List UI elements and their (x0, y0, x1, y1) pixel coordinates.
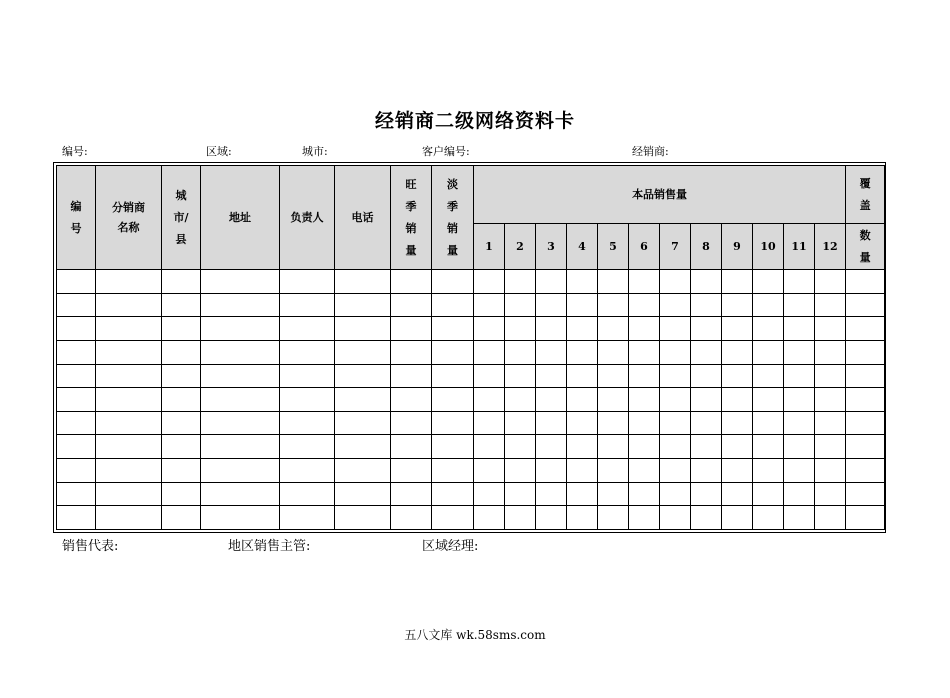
table-cell[interactable] (335, 458, 391, 482)
table-cell[interactable] (505, 364, 536, 388)
table-cell[interactable] (391, 293, 432, 317)
table-row (57, 293, 885, 317)
table-cell[interactable] (536, 293, 567, 317)
header-month-11: 11 (784, 224, 815, 270)
table-cell[interactable] (784, 411, 815, 435)
table-cell[interactable] (96, 340, 162, 364)
table-cell[interactable] (629, 411, 660, 435)
table-cell[interactable] (784, 388, 815, 412)
table-cell[interactable] (722, 435, 753, 459)
table-cell[interactable] (474, 270, 505, 294)
table-cell[interactable] (57, 435, 96, 459)
table-cell[interactable] (505, 317, 536, 341)
table-cell[interactable] (567, 458, 598, 482)
header-month-9: 9 (722, 224, 753, 270)
table-cell[interactable] (567, 435, 598, 459)
table-cell[interactable] (722, 388, 753, 412)
table-cell[interactable] (598, 364, 629, 388)
header-peak-season-sales: 旺季销量 (391, 166, 432, 270)
table-cell[interactable] (391, 458, 432, 482)
table-cell[interactable] (660, 506, 691, 530)
table-cell[interactable] (57, 293, 96, 317)
table-cell[interactable] (335, 482, 391, 506)
table-cell[interactable] (691, 411, 722, 435)
table-cell[interactable] (474, 364, 505, 388)
table-cell[interactable] (474, 458, 505, 482)
table-cell[interactable] (629, 388, 660, 412)
table-cell[interactable] (201, 411, 280, 435)
table-cell[interactable] (505, 270, 536, 294)
table-cell[interactable] (722, 317, 753, 341)
header-month-10: 10 (753, 224, 784, 270)
table-cell[interactable] (784, 435, 815, 459)
table-cell[interactable] (391, 364, 432, 388)
table-cell[interactable] (846, 340, 885, 364)
table-cell[interactable] (815, 364, 846, 388)
table-cell[interactable] (815, 270, 846, 294)
table-cell[interactable] (536, 506, 567, 530)
table-cell[interactable] (815, 388, 846, 412)
table-cell[interactable] (629, 435, 660, 459)
table-cell[interactable] (815, 411, 846, 435)
table-cell[interactable] (691, 458, 722, 482)
customer-code-label: 客户编号: (422, 145, 470, 158)
table-cell[interactable] (432, 340, 474, 364)
table-cell[interactable] (162, 364, 201, 388)
table-cell[interactable] (57, 340, 96, 364)
table-cell[interactable] (536, 388, 567, 412)
header-month-5: 5 (598, 224, 629, 270)
table-cell[interactable] (335, 317, 391, 341)
table-cell[interactable] (391, 388, 432, 412)
table-row (57, 270, 885, 294)
table-cell[interactable] (846, 482, 885, 506)
table-cell[interactable] (846, 388, 885, 412)
table-cell[interactable] (391, 317, 432, 341)
table-cell[interactable] (201, 293, 280, 317)
table-cell[interactable] (753, 458, 784, 482)
table-cell[interactable] (598, 458, 629, 482)
table-cell[interactable] (474, 411, 505, 435)
table-cell[interactable] (815, 506, 846, 530)
table-cell[interactable] (505, 293, 536, 317)
header-month-2: 2 (505, 224, 536, 270)
table-cell[interactable] (505, 506, 536, 530)
table-cell[interactable] (162, 435, 201, 459)
table-cell[interactable] (536, 482, 567, 506)
table-cell[interactable] (280, 411, 335, 435)
table-cell[interactable] (753, 364, 784, 388)
table-cell[interactable] (536, 435, 567, 459)
header-sub-distributor-name: 分销商名称 (96, 166, 162, 270)
table-cell[interactable] (660, 435, 691, 459)
table-cell[interactable] (335, 293, 391, 317)
table-cell[interactable] (536, 458, 567, 482)
header-month-4: 4 (567, 224, 598, 270)
table-row (57, 458, 885, 482)
table-cell[interactable] (567, 482, 598, 506)
table-cell[interactable] (96, 435, 162, 459)
table-cell[interactable] (505, 435, 536, 459)
table-cell[interactable] (201, 458, 280, 482)
city-label: 城市: (302, 145, 328, 158)
table-cell[interactable] (598, 340, 629, 364)
table-cell[interactable] (598, 317, 629, 341)
table-cell[interactable] (753, 340, 784, 364)
table-cell[interactable] (846, 435, 885, 459)
header-coverage: 覆盖 (846, 166, 885, 224)
header-city-county: 城市/县 (162, 166, 201, 270)
table-cell[interactable] (691, 388, 722, 412)
table-cell[interactable] (280, 388, 335, 412)
table-row (57, 317, 885, 341)
table-cell[interactable] (391, 482, 432, 506)
table-cell[interactable] (753, 435, 784, 459)
table-cell[interactable] (536, 411, 567, 435)
table-cell[interactable] (162, 482, 201, 506)
table-cell[interactable] (162, 458, 201, 482)
table-cell[interactable] (691, 293, 722, 317)
header-month-7: 7 (660, 224, 691, 270)
table-cell[interactable] (280, 293, 335, 317)
table-cell[interactable] (784, 458, 815, 482)
table-cell[interactable] (201, 270, 280, 294)
table-cell[interactable] (96, 293, 162, 317)
table-cell[interactable] (335, 364, 391, 388)
table-cell[interactable] (432, 458, 474, 482)
table-cell[interactable] (815, 293, 846, 317)
table-cell[interactable] (57, 411, 96, 435)
table-cell[interactable] (691, 506, 722, 530)
table-cell[interactable] (722, 270, 753, 294)
table-cell[interactable] (335, 435, 391, 459)
table-cell[interactable] (629, 482, 660, 506)
table-cell[interactable] (629, 458, 660, 482)
table-cell[interactable] (629, 317, 660, 341)
region-label: 区域: (206, 145, 232, 158)
header-month-6: 6 (629, 224, 660, 270)
table-cell[interactable] (474, 506, 505, 530)
table-cell[interactable] (432, 270, 474, 294)
table-cell[interactable] (280, 506, 335, 530)
table-cell[interactable] (57, 364, 96, 388)
header-month-12: 12 (815, 224, 846, 270)
table-cell[interactable] (691, 317, 722, 341)
table-cell[interactable] (505, 340, 536, 364)
table-cell[interactable] (536, 317, 567, 341)
table-cell[interactable] (753, 411, 784, 435)
table-cell[interactable] (432, 435, 474, 459)
table-cell[interactable] (722, 340, 753, 364)
table-cell[interactable] (96, 482, 162, 506)
table-row (57, 411, 885, 435)
distributor-label: 经销商: (632, 145, 669, 158)
table-cell[interactable] (201, 317, 280, 341)
header-month-1: 1 (474, 224, 505, 270)
table-cell[interactable] (846, 317, 885, 341)
table-cell[interactable] (660, 388, 691, 412)
table-cell[interactable] (691, 364, 722, 388)
table-cell[interactable] (784, 482, 815, 506)
header-address: 地址 (201, 166, 280, 270)
table-cell[interactable] (335, 411, 391, 435)
table-cell[interactable] (567, 506, 598, 530)
header-month-8: 8 (691, 224, 722, 270)
table-row (57, 482, 885, 506)
table-cell[interactable] (536, 340, 567, 364)
table-row (57, 506, 885, 530)
table-cell[interactable] (784, 270, 815, 294)
table-cell[interactable] (753, 270, 784, 294)
table-cell[interactable] (474, 340, 505, 364)
table-cell[interactable] (391, 506, 432, 530)
table-cell[interactable] (753, 388, 784, 412)
table-cell[interactable] (505, 458, 536, 482)
table-cell[interactable] (660, 293, 691, 317)
table-cell[interactable] (629, 270, 660, 294)
table-cell[interactable] (96, 458, 162, 482)
table-cell[interactable] (96, 388, 162, 412)
table-cell[interactable] (57, 388, 96, 412)
table-cell[interactable] (722, 293, 753, 317)
table-cell[interactable] (474, 293, 505, 317)
table-cell[interactable] (474, 435, 505, 459)
table-cell[interactable] (846, 270, 885, 294)
table-cell[interactable] (474, 482, 505, 506)
table-cell[interactable] (567, 364, 598, 388)
table-cell[interactable] (201, 435, 280, 459)
table-cell[interactable] (432, 482, 474, 506)
data-table (56, 165, 885, 530)
table-cell[interactable] (629, 340, 660, 364)
table-cell[interactable] (201, 388, 280, 412)
table-cell[interactable] (201, 506, 280, 530)
table-cell[interactable] (162, 506, 201, 530)
table-cell[interactable] (162, 411, 201, 435)
table-cell[interactable] (815, 482, 846, 506)
table-cell[interactable] (432, 506, 474, 530)
header-person-in-charge: 负责人 (280, 166, 335, 270)
page-title: 经销商二级网络资料卡 (374, 110, 575, 132)
table-cell[interactable] (96, 411, 162, 435)
table-cell[interactable] (722, 506, 753, 530)
table-cell[interactable] (391, 270, 432, 294)
table-row (57, 388, 885, 412)
table-cell[interactable] (846, 458, 885, 482)
table-cell[interactable] (162, 340, 201, 364)
table-cell[interactable] (629, 293, 660, 317)
header-off-season-sales: 淡季销量 (432, 166, 474, 270)
table-cell[interactable] (815, 458, 846, 482)
table-row (57, 435, 885, 459)
table-cell[interactable] (162, 317, 201, 341)
table-cell[interactable] (391, 340, 432, 364)
table-cell[interactable] (784, 293, 815, 317)
table-cell[interactable] (660, 458, 691, 482)
table-cell[interactable] (280, 435, 335, 459)
table-cell[interactable] (784, 317, 815, 341)
table-cell[interactable] (335, 388, 391, 412)
table-cell[interactable] (505, 388, 536, 412)
header-product-sales: 本品销售量 (474, 166, 846, 224)
table-cell[interactable] (201, 340, 280, 364)
table-cell[interactable] (660, 270, 691, 294)
table-cell[interactable] (162, 270, 201, 294)
table-cell[interactable] (660, 411, 691, 435)
table-cell[interactable] (474, 388, 505, 412)
table-cell[interactable] (567, 388, 598, 412)
table-cell[interactable] (598, 270, 629, 294)
table-cell[interactable] (280, 270, 335, 294)
table-cell[interactable] (691, 435, 722, 459)
table-cell[interactable] (567, 340, 598, 364)
table-cell[interactable] (201, 482, 280, 506)
table-cell[interactable] (96, 364, 162, 388)
header-number: 编号 (57, 166, 96, 270)
table-cell[interactable] (201, 364, 280, 388)
table-cell[interactable] (335, 506, 391, 530)
table-cell[interactable] (753, 506, 784, 530)
header-month-3: 3 (536, 224, 567, 270)
table-cell[interactable] (691, 482, 722, 506)
table-cell[interactable] (722, 482, 753, 506)
table-row (57, 340, 885, 364)
table-cell[interactable] (335, 270, 391, 294)
table-cell[interactable] (567, 270, 598, 294)
table-cell[interactable] (660, 317, 691, 341)
table-cell[interactable] (505, 482, 536, 506)
table-cell[interactable] (598, 293, 629, 317)
table-cell[interactable] (280, 317, 335, 341)
table-cell[interactable] (432, 364, 474, 388)
table-cell[interactable] (846, 293, 885, 317)
table-cell[interactable] (753, 482, 784, 506)
table-cell[interactable] (660, 482, 691, 506)
table-cell[interactable] (280, 458, 335, 482)
sales-rep-label: 销售代表: (62, 539, 119, 554)
table-cell[interactable] (753, 293, 784, 317)
table-cell[interactable] (815, 340, 846, 364)
table-cell[interactable] (753, 317, 784, 341)
table-cell[interactable] (57, 506, 96, 530)
table-cell[interactable] (96, 317, 162, 341)
table-cell[interactable] (598, 506, 629, 530)
table-cell[interactable] (57, 317, 96, 341)
table-cell[interactable] (846, 364, 885, 388)
regional-manager-label: 区域经理: (422, 539, 479, 554)
header-phone: 电话 (335, 166, 391, 270)
source-watermark-text: 五八文库 wk.58sms.com (404, 628, 546, 642)
data-table-frame (53, 162, 886, 533)
table-cell[interactable] (432, 293, 474, 317)
regional-sales-manager-label: 地区销售主管: (228, 539, 311, 554)
table-cell[interactable] (722, 364, 753, 388)
table-cell[interactable] (280, 340, 335, 364)
table-cell[interactable] (846, 506, 885, 530)
table-cell[interactable] (691, 340, 722, 364)
table-cell[interactable] (536, 364, 567, 388)
table-cell[interactable] (722, 458, 753, 482)
header-quantity: 数量 (846, 224, 885, 270)
table-cell[interactable] (598, 482, 629, 506)
table-cell[interactable] (815, 435, 846, 459)
table-cell[interactable] (784, 506, 815, 530)
table-cell[interactable] (280, 364, 335, 388)
table-cell[interactable] (162, 293, 201, 317)
table-cell[interactable] (567, 317, 598, 341)
table-cell[interactable] (815, 317, 846, 341)
table-cell[interactable] (722, 411, 753, 435)
table-cell[interactable] (598, 388, 629, 412)
table-cell[interactable] (598, 435, 629, 459)
table-cell[interactable] (280, 482, 335, 506)
table-cell[interactable] (660, 340, 691, 364)
table-cell[interactable] (96, 506, 162, 530)
table-cell[interactable] (598, 411, 629, 435)
table-cell[interactable] (567, 293, 598, 317)
table-cell[interactable] (567, 411, 598, 435)
table-cell[interactable] (629, 506, 660, 530)
table-cell[interactable] (391, 435, 432, 459)
table-cell[interactable] (391, 411, 432, 435)
table-cell[interactable] (536, 270, 567, 294)
table-cell[interactable] (691, 270, 722, 294)
table-cell[interactable] (162, 388, 201, 412)
code-label: 编号: (62, 145, 88, 158)
table-cell[interactable] (96, 270, 162, 294)
table-cell[interactable] (505, 411, 536, 435)
table-cell[interactable] (629, 364, 660, 388)
table-cell[interactable] (660, 364, 691, 388)
table-cell[interactable] (784, 340, 815, 364)
table-cell[interactable] (57, 270, 96, 294)
table-cell[interactable] (57, 458, 96, 482)
table-cell[interactable] (335, 340, 391, 364)
table-cell[interactable] (432, 411, 474, 435)
table-cell[interactable] (432, 317, 474, 341)
table-row (57, 364, 885, 388)
table-cell[interactable] (474, 317, 505, 341)
table-cell[interactable] (432, 388, 474, 412)
table-cell[interactable] (57, 482, 96, 506)
table-cell[interactable] (784, 364, 815, 388)
table-cell[interactable] (846, 411, 885, 435)
